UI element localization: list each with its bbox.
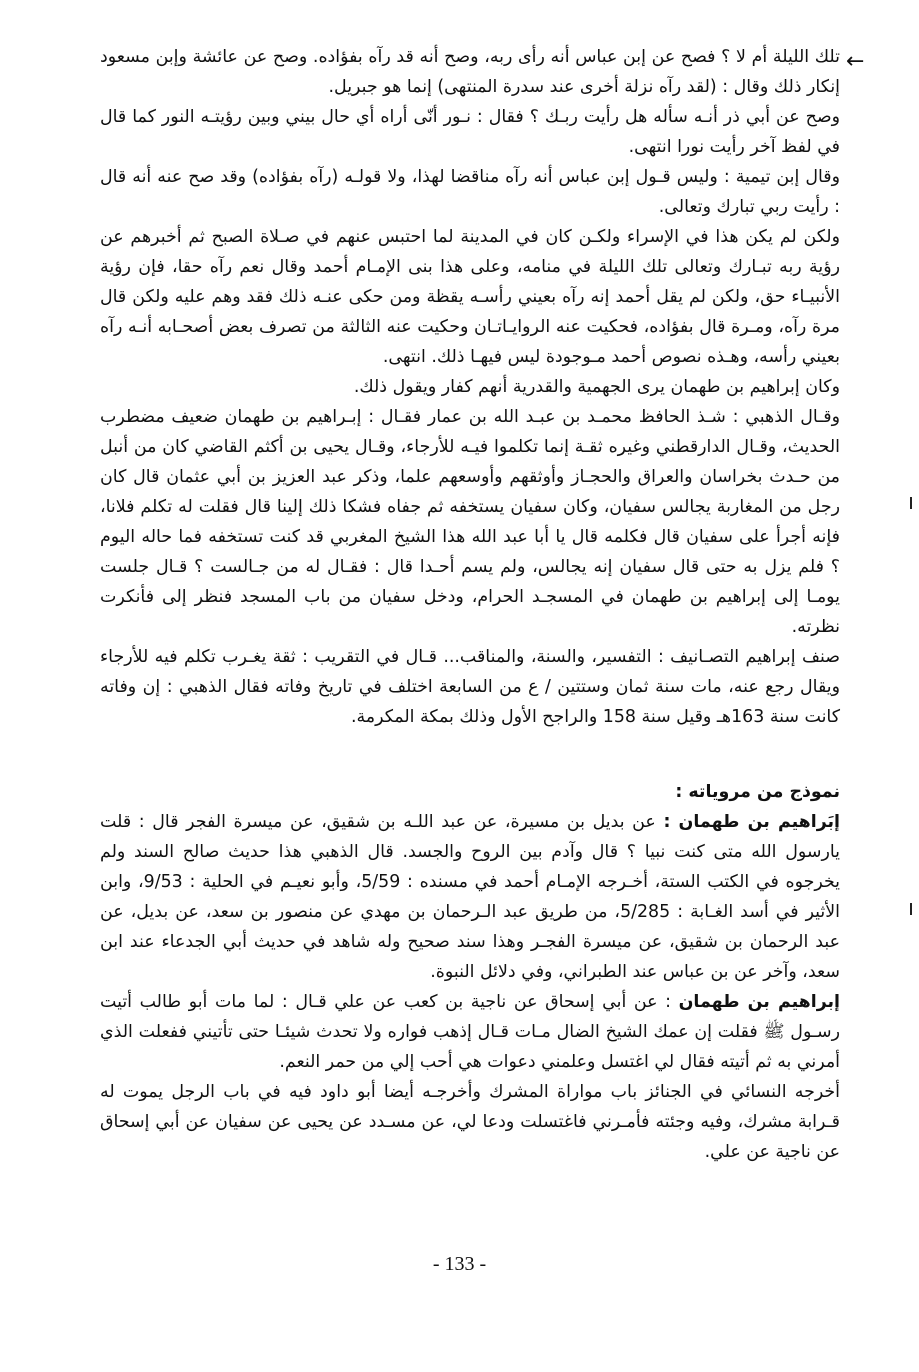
narration-text: عن بديل بن مسيرة، عن عبد اللـه بن شقيق، عن ميسرة الفجر قال : قلت يارسول الله متى كنت نبيا ؟ قال وآدم بين الروح والجسد. قال الذهبي هذا حديث صالح السند ولم يخرجوه في الكتب الستة، أخـرجه الإمـام أحمد في مسنده : 5/59، وأبو نعيـم في الحلية : 9/53، وابن الأثير في أسد الغـابة : 5/285، من طريق عبد الـرحمان بن مهدي عن منصور بن سعد، عن بديل، عن عبد الرحمان بن شقيق، عن ميسرة الفجـر وهذا سند صحيح وله شاهد في حديث أبي الجدعاء عند ابن سعد، وآخر عن بن عباس عند الطبراني، وفي دلائل النبوة. <box>100 812 841 982</box>
continuation-arrow-icon: ← <box>846 49 865 74</box>
paragraph-6: وقـال الذهبي : شـذ الحافظ محمـد بن عبـد الله بن عمار فقـال : إبـراهيم بن طهمان ضعيف مضطرب الحديث، وقـال الدارقطني وغيره ثقـة إنما تكلموا فيـه للأرجاء، وقـال يحيى بن أكثم القاضي كان من أنبل من حـدث بخراسان والعراق والحجـاز وأوثقهم وأوسعهم علما، وذكر عبد العزيز بن أبي عثمان قال كان رجل من المغاربة يجالس سفيان، وكان سفيان يستخفه ثم جفاه فشكا ذلك إلينا قال فقلت له تكلم فلانا، فإنه أجرأ على سفيان قال فكلمه قال يا أبا عبد الله هذا الشيخ المغربي قد كنت تستخفه فما حاله اليوم ؟ فلم يزل به حتى قال سفيان إنه يجالس، ولم يسم أحـدا قال : فقـال له من جـالست ؟ قـال جلست يومـا إلى إبراهيم بن طهمان في المسجـد الحرام، ودخل سفيان من باب المسجد فنظر إلى فأنكرت نظرته. <box>100 407 840 637</box>
closing-paragraph: أخرجه النسائي في الجنائز باب مواراة المشرك وأخرجـه أيضا أبو داود فيه في باب الرجل يموت له قـرابة مشرك، وفيه وجئته فأمـرني فاغتسلت ودعا لي، عن مسـدد عن يحيى عن سفيان عن أبي إسحاق عن ناجية عن علي. <box>100 1082 840 1162</box>
section-heading: نموذج من مروياته : <box>675 782 840 802</box>
narration-text: : عن أبي إسحاق عن ناجية بن كعب عن علي قـال : لما مات أبو طالب أتيت رسـول ﷺ فقلت إن عمك الشيخ الضال مـات قـال إذهب فواره ولا تحدث شيئـا حتى تأتيني ففعلت الذي أمرني به ثم أتيته فقال لي اغتسل وعلمني دعوات هي أحب إلي من حمر النعم. <box>100 992 840 1072</box>
paragraph-4: ولكن لم يكن هذا في الإسراء ولكـن كان في المدينة لما احتبس عنهم في صـلاة الصبح ثم أخبرهم عن رؤية ربه تبـارك وتعالى تلك الليلة في منامه، وعلى هذا بنى الإمـام أحمد وقال نعم رآه حقا، فإن رؤية الأنبيـاء حق، ولكن لم يقل أحمد إنه رآه بعيني رأسـه يقظة ومن حكى عنـه ذلك فقد وهم عليه ولكن قال مرة رآه، ومـرة قال بفؤاده، فحكيت عنه الروايـاتـان وحكيت عنه الثالثة من تصرف بعض أصحـابه أنـه رآه بعيني رأسه، وهـذه نصوص أحمد مـوجودة ليس فيهـا ذلك. انتهى. <box>100 227 840 367</box>
margin-mark <box>910 497 912 509</box>
paragraph-7: صنف إبراهيم التصـانيف : التفسير، والسنة، والمناقب... قـال في التقريب : ثقة يغـرب تكلم فيه للأرجاء ويقال رجع عنه، مات سنة ثمان وستتين / ع من السابعة اختلف في تاريخ وفاته فقال الذهبي : إن وفاته كانت سنة 163هـ وقيل سنة 158 والراجح الأول وذلك بمكة المكرمة. <box>100 647 840 727</box>
narrator-name: إبراهيم بن طهمان <box>678 992 841 1012</box>
margin-mark <box>910 903 912 915</box>
paragraph-2: وصح عن أبي ذر أنـه سأله هل رأيت ربـك ؟ فقال : نـور أنّى أراه أي حال بيني وبين رؤيتـه النور كما قال في لفظ آخر رأيت نورا انتهى. <box>100 107 840 157</box>
document-text <box>100 42 840 1167</box>
section-gap <box>100 732 840 777</box>
paragraph-1: تلك الليلة أم لا ؟ فصح عن إبن عباس أنه رأى ربه، وصح أنه قد رآه بفؤاده. وصح عن عائشة وإبن مسعود إنكار ذلك وقال : (لقد رآه نزلة أخرى عند سدرة المنتهى) إنما هو جبريل. <box>100 47 840 97</box>
page-body <box>100 42 840 1167</box>
paragraph-5: وكان إبراهيم بن طهمان يرى الجهمية والقدرية أنهم كفار ويقول ذلك. <box>353 377 840 397</box>
narrator-name: إبَراهيم بن طهمان : <box>663 812 841 832</box>
narration-2 <box>100 987 840 1077</box>
narration-1 <box>100 807 840 987</box>
paragraph-3: وقال إبن تيمية : وليس قـول إبن عباس أنه رآه مناقضا لهذا، ولا قولـه (رآه بفؤاده) وقد صح عنه أنه قال : رأيت ربي تبارك وتعالى. <box>100 167 840 217</box>
page-number: - 133 - <box>432 1253 487 1275</box>
